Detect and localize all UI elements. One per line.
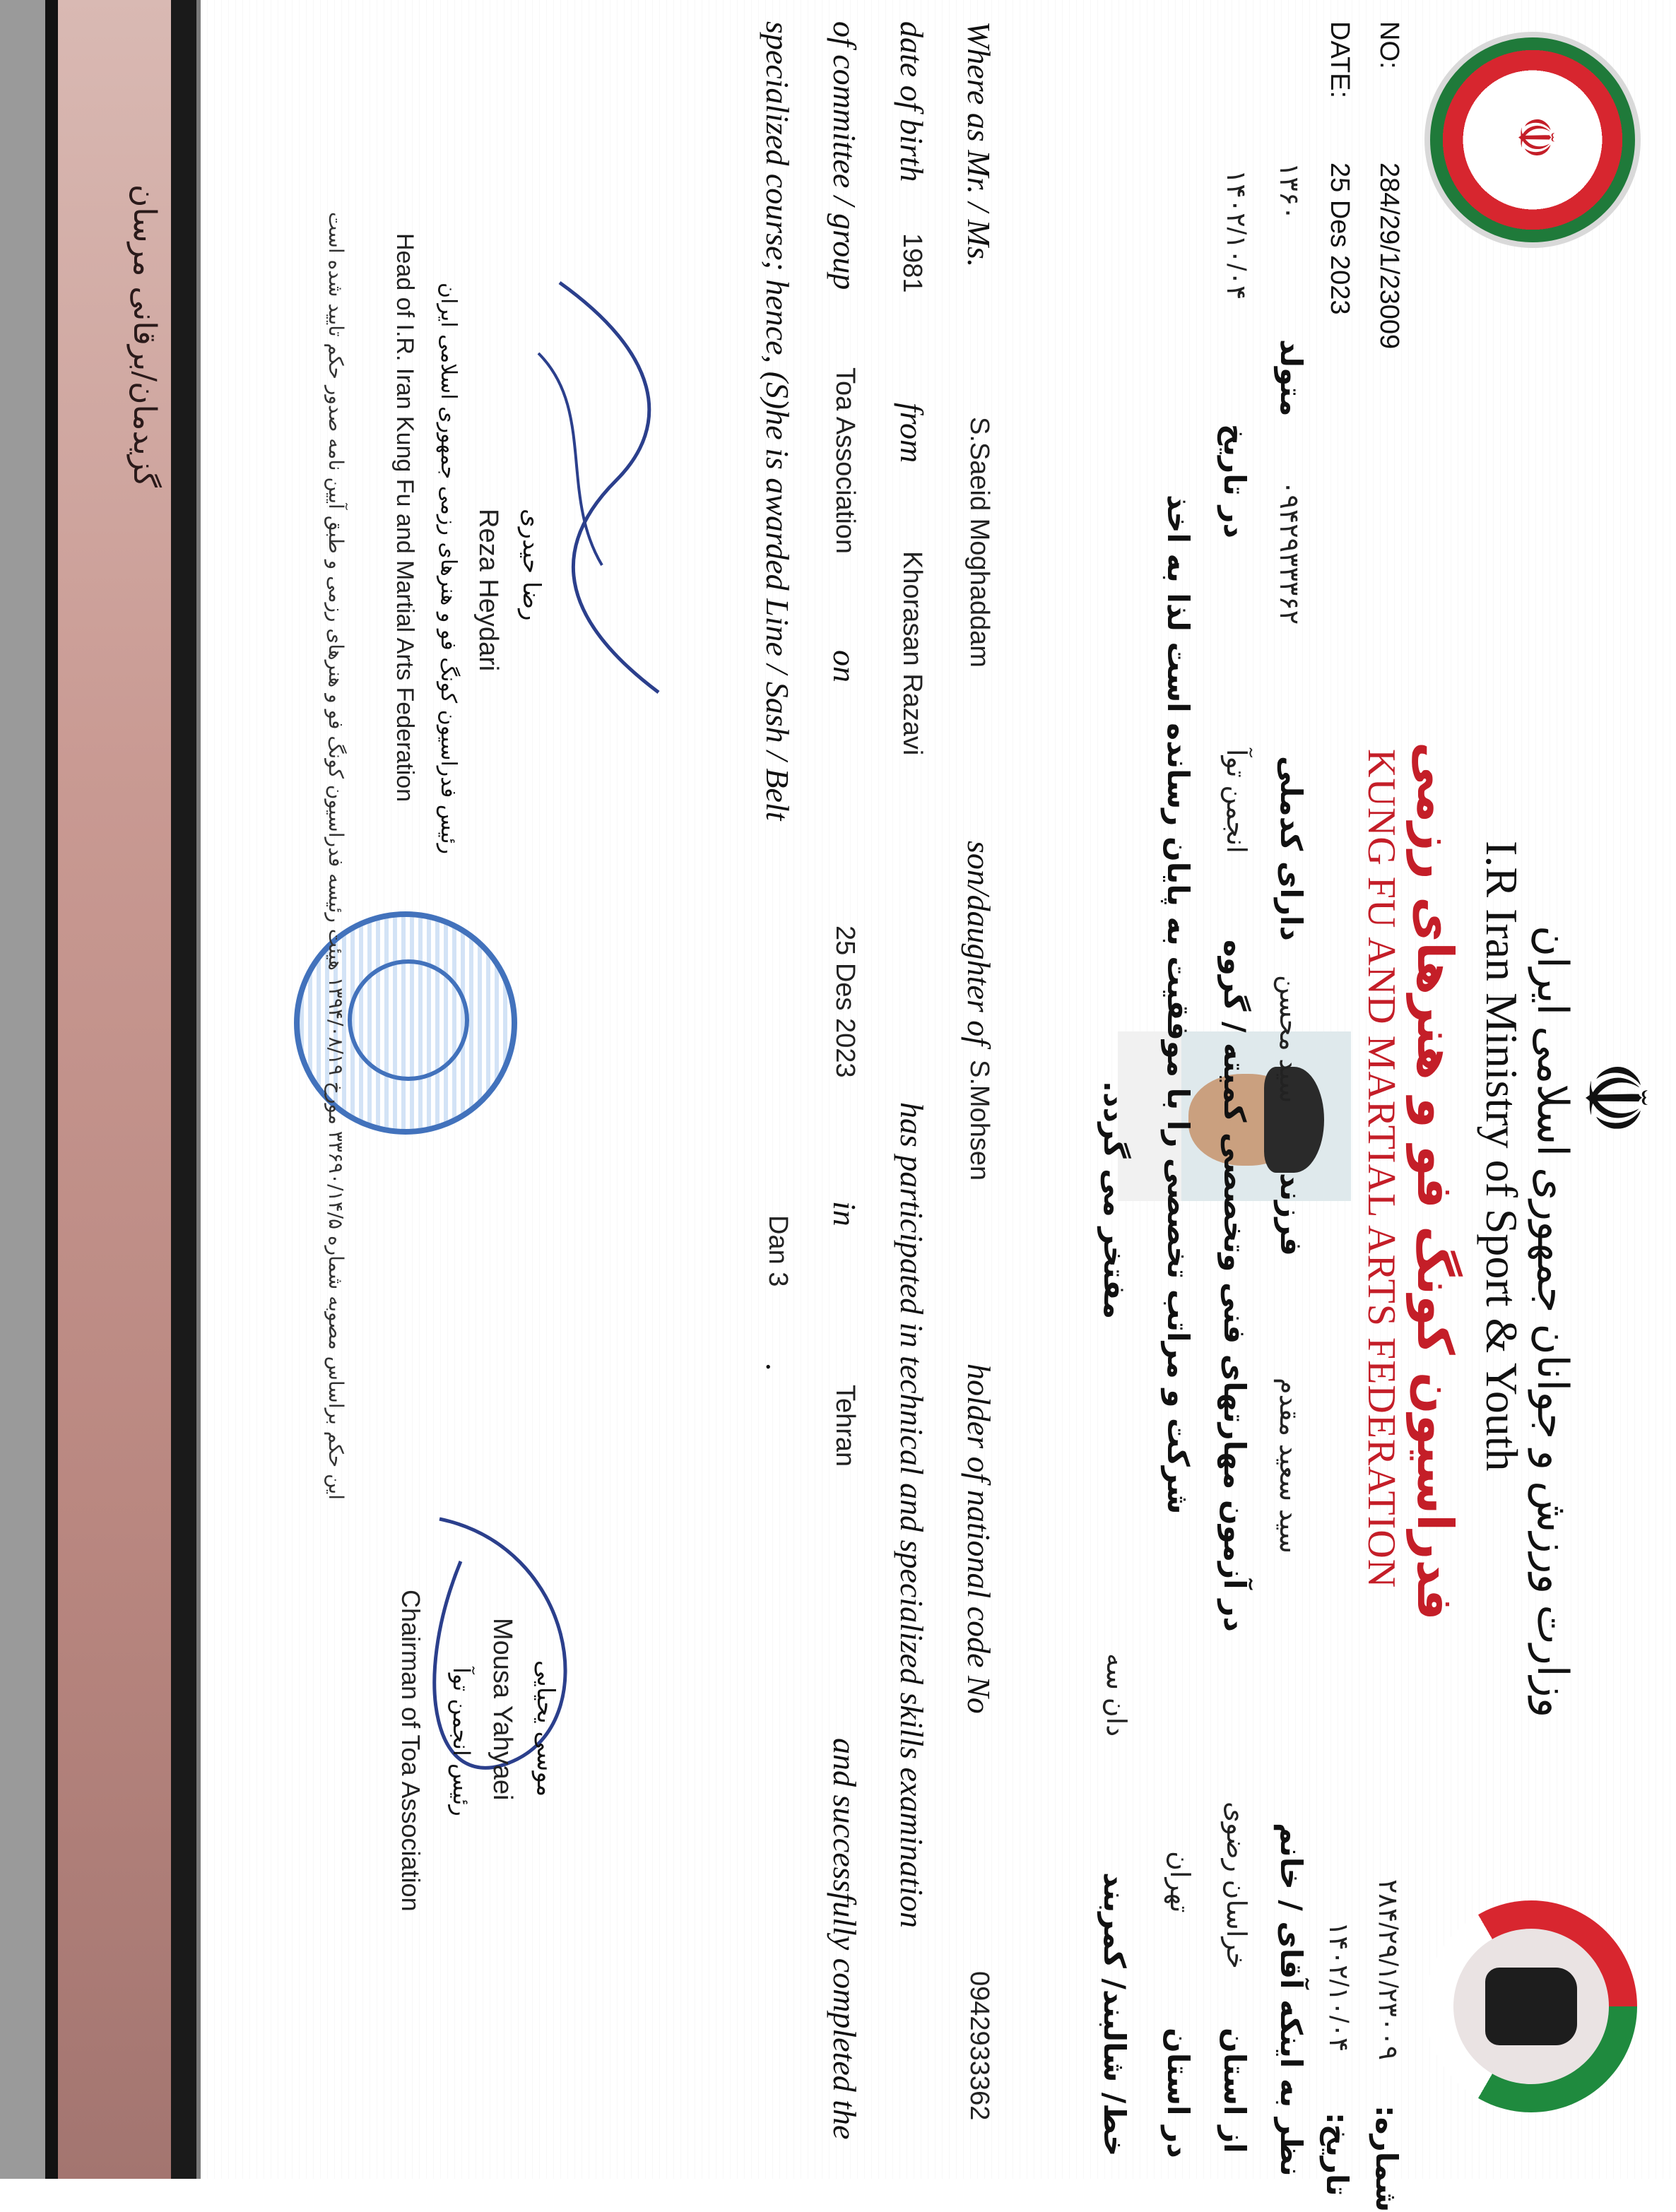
scan-edge	[0, 0, 45, 2179]
left-sig-title-en: Head of I.R. Iran Kung Fu and Martial Arts Federation	[391, 233, 418, 803]
en-l4-end: .	[760, 1364, 796, 1372]
en-l3-city: Tehran	[830, 1385, 860, 1467]
fa-line2-group: انجمن توآ	[1221, 749, 1251, 853]
en-l3-date: 25 Des 2023	[830, 925, 860, 1078]
fa-date-under-date: ۱۴۰۲/۱۰/۰۴	[1221, 170, 1251, 300]
footnote: این حکم براساس مصوبه شماره ۳۳۶۹۰/۱۴/۵ مورخ ۱۳۹۴/۰۸/۱۹ هیئت رئیسه فدراسیون کونگ فو و هنرهای رزمی و طبق آیین نامه صدور حکم تایید شده است	[324, 212, 348, 1500]
fa-line3-text: شرکت و مراتب تخصصی را با موفقیت به پایان رسانده است لذا به اخذ	[1161, 495, 1196, 1515]
en-l2-province: Khorasan Razavi	[897, 551, 927, 756]
fa-date-value: ۱۴۰۲/۱۰/۰۴	[1323, 1922, 1353, 2052]
fa-no-value: ۲۸۴/۲۹/۱/۲۳۰۰۹	[1373, 1879, 1403, 2061]
en-l4-rank: Dan 3	[763, 1215, 793, 1287]
certificate	[201, 0, 1676, 2212]
date-label: DATE:	[1325, 21, 1355, 99]
scan-edge-dark	[45, 0, 58, 2179]
right-sig-title-fa: رئیس انجمن توآ	[448, 1667, 475, 1816]
ministry-title-en: I.R Iran Ministry of Sport & Youth	[1477, 841, 1527, 1472]
left-sig-title-fa: رئیس فدراسیون کونگ فو و هنرهای رزمی جمهوری اسلامی ایران	[436, 283, 461, 855]
ministry-title-fa: وزارت ورزش و جوانان جمهوری اسلامی ایران	[1529, 925, 1576, 1718]
fa-line2-province: خراسان رضوی	[1221, 1802, 1251, 1969]
date-value: 25 Des 2023	[1325, 162, 1355, 315]
fa-no-label: شماره:	[1369, 2105, 1404, 2212]
toa-association-logo-icon	[1425, 1900, 1637, 2112]
no-value: 284/29/1/23009	[1374, 162, 1404, 350]
fa-line3-province: تهران	[1164, 1851, 1194, 1913]
en-l2-b: from	[894, 403, 930, 463]
en-l2-a: date of birth	[894, 21, 930, 182]
en-l2-c: has participated in technical and specialized skills examination	[894, 1102, 930, 1928]
en-l1-c: holder of national code No	[961, 1364, 997, 1714]
en-l3-a: of committee / group	[827, 21, 863, 290]
right-sig-title-en: Chairman of Toa Association	[396, 1590, 425, 1912]
fa-line1-mid2: دارای کدملی	[1274, 756, 1309, 941]
right-sig-name-fa: موسی یحیایی	[531, 1660, 560, 1797]
en-l1-name: S.Saeid Moghaddam	[964, 417, 994, 668]
en-l3-group: Toa Association	[830, 367, 860, 555]
en-l1-father: S.Mohsen	[964, 1060, 994, 1181]
fa-line3-lead: در استان	[1161, 2028, 1196, 2158]
fa-line1-father: سید محسن	[1274, 975, 1304, 1104]
fa-line1-mid: فرزند	[1274, 1173, 1309, 1256]
fa-line4-rank: دان سه	[1101, 1653, 1131, 1737]
fa-line1-lead: نظر به اینکه آقای / خانم	[1274, 1823, 1309, 2177]
fa-line2-mid: در آزمون مهارتهای فنی وتخصصی کمیته / گروه	[1217, 940, 1252, 1632]
federation-logo-icon: ☫	[1424, 32, 1641, 248]
en-l3-c: in	[827, 1201, 863, 1226]
en-l4-a: specialized course; hence, (S)he is awarded Line / Sash / Belt	[760, 21, 796, 821]
fa-date-label: تاریخ:	[1320, 2112, 1355, 2196]
fa-line2-lead: از استان	[1217, 2028, 1252, 2153]
left-sig-name-fa: رضا حیدری	[517, 509, 545, 621]
iran-emblem-icon: ☫	[1567, 1060, 1661, 1136]
federation-title-en: KUNG FU AND MARTIAL ARTS FEDERATION	[1359, 749, 1403, 1589]
scan-edge-dark-2	[171, 0, 196, 2179]
en-l2-year: 1981	[897, 233, 927, 293]
no-label: NO:	[1374, 21, 1404, 69]
fa-line4-end: مفتخر می گردد.	[1097, 1081, 1132, 1320]
fa-birth-under-date: ۱۳۶۰	[1274, 162, 1304, 220]
fa-line1-end: متولد	[1274, 339, 1309, 417]
left-sig-name-en: Reza Heydari	[473, 509, 503, 672]
en-l3-d: and successfully completed the	[827, 1738, 863, 2140]
en-l1-a: Where as Mr. / Ms.	[961, 21, 997, 268]
right-sig-name-en: Mousa Yahyaei	[488, 1618, 517, 1801]
left-signature	[517, 268, 701, 721]
fa-line4-lead: خط/ شالبند/ کمربند	[1097, 1872, 1132, 2157]
en-l3-b: on	[827, 650, 863, 682]
strip-handwriting: گزیدمان/برقانی مرسان	[126, 184, 163, 487]
federation-title-fa: فدراسیون کونگ فو و هنرهای رزمی	[1406, 742, 1464, 1621]
fa-line1-name: سید سعید مقدم	[1274, 1378, 1304, 1554]
fa-line2-end: در تاریخ	[1217, 424, 1252, 539]
fa-line1-code: ۰۹۴۲۹۳۳۳۶۲	[1274, 480, 1304, 625]
en-l1-code: 0942933362	[964, 1971, 994, 2121]
en-l1-b: son/daughter of	[961, 841, 997, 1046]
